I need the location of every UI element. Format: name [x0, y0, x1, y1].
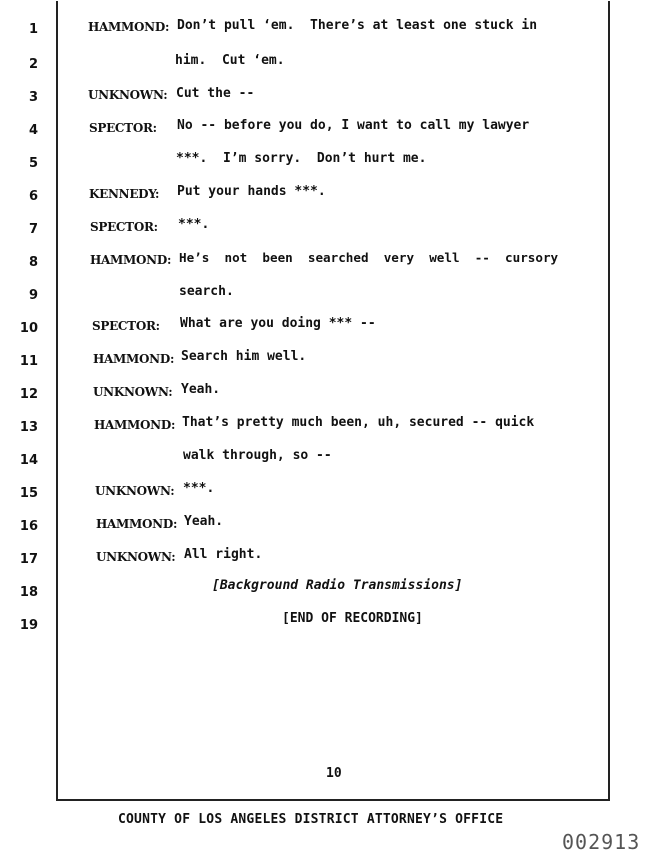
line-number: 15 — [19, 486, 38, 501]
transcript-line-text: search. — [179, 284, 234, 299]
background-radio-note: [Background Radio Transmissions] — [212, 578, 463, 593]
speaker-label: HAMMOND: — [94, 418, 176, 432]
speaker-label: UNKNOWN: — [88, 88, 168, 102]
bates-stamp: 002913 — [562, 830, 641, 854]
line-number: 2 — [28, 57, 38, 72]
line-number: 19 — [19, 618, 38, 633]
line-number: 7 — [28, 222, 38, 237]
line-number: 6 — [28, 189, 38, 204]
transcript-line-text: walk through, so -- — [183, 448, 332, 463]
transcript-line-text: He’s not been searched very well -- cursory — [179, 250, 559, 265]
line-number: 12 — [19, 387, 38, 402]
transcript-line-text: him. Cut ‘em. — [175, 53, 285, 68]
speaker-label: SPECTOR: — [92, 319, 160, 333]
line-number: 14 — [19, 453, 38, 468]
line-number: 5 — [28, 156, 38, 171]
speaker-label: UNKNOWN: — [95, 484, 175, 498]
transcript-line-text: All right. — [184, 547, 263, 562]
speaker-label: UNKNOWN: — [96, 550, 176, 564]
line-number: 13 — [19, 420, 38, 435]
line-number: 1 — [28, 22, 38, 37]
page-number: 10 — [326, 766, 342, 781]
footer-office-name: COUNTY OF LOS ANGELES DISTRICT ATTORNEY’S OFFICE — [118, 812, 504, 827]
transcript-line-text: Cut the -- — [176, 86, 255, 101]
transcript-line-text: Search him well. — [181, 349, 307, 364]
transcript-line-text: ***. I’m sorry. Don’t hurt me. — [176, 151, 427, 166]
speaker-label: KENNEDY: — [89, 187, 160, 201]
transcript-line-text: No -- before you do, I want to call my lawyer — [177, 118, 530, 133]
line-number: 10 — [19, 321, 38, 336]
speaker-label: HAMMOND: — [96, 517, 178, 531]
speaker-label: HAMMOND: — [93, 352, 175, 366]
transcript-line-text: ***. — [178, 217, 210, 232]
transcript-line-text: What are you doing *** -- — [180, 316, 376, 331]
speaker-label: SPECTOR: — [90, 220, 158, 234]
transcript-line-text: That’s pretty much been, uh, secured -- quick — [182, 415, 535, 430]
transcript-line-text: Put your hands ***. — [177, 184, 326, 199]
line-number: 4 — [28, 123, 38, 138]
transcript-line-text: Don’t pull ‘em. There’s at least one stuck in — [177, 18, 538, 33]
line-number: 11 — [19, 354, 38, 369]
line-number: 9 — [28, 288, 38, 303]
line-number: 16 — [19, 519, 38, 534]
transcript-line-text: Yeah. — [181, 382, 221, 397]
line-number: 18 — [19, 585, 38, 600]
transcript-line-text: Yeah. — [184, 514, 224, 529]
speaker-label: SPECTOR: — [89, 121, 157, 135]
line-number: 17 — [19, 552, 38, 567]
transcript-line-text: ***. — [183, 481, 215, 496]
end-of-recording-note: [END OF RECORDING] — [282, 611, 423, 626]
speaker-label: HAMMOND: — [88, 20, 170, 34]
speaker-label: UNKNOWN: — [93, 385, 173, 399]
line-number: 3 — [28, 90, 38, 105]
line-number: 8 — [28, 255, 38, 270]
speaker-label: HAMMOND: — [90, 253, 172, 267]
